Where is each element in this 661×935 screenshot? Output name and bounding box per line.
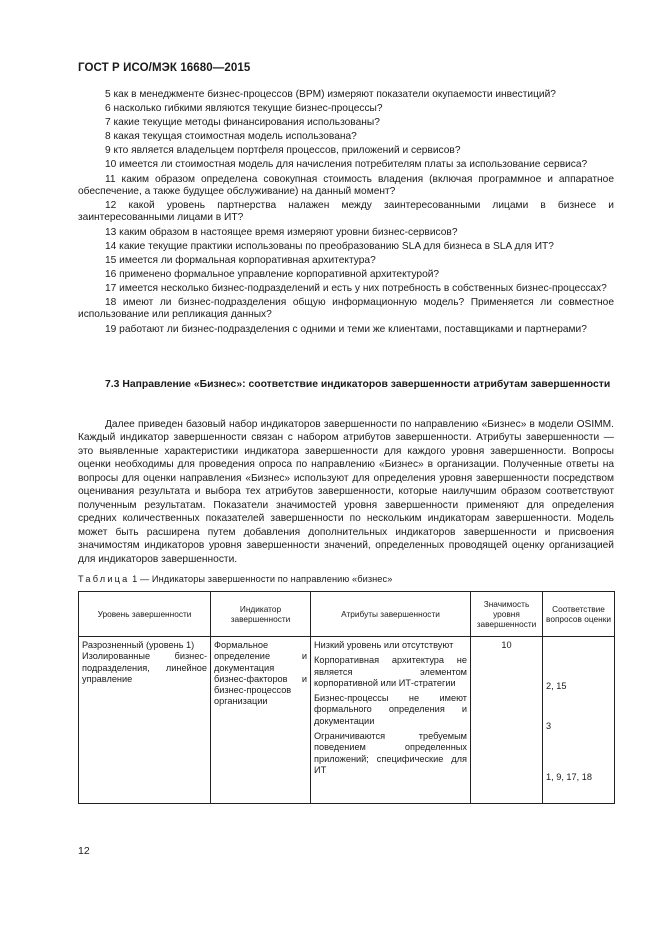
- question-ref: 3: [546, 721, 552, 731]
- question-item: 12 какой уровень партнерства налажен между заинтересованными лицами в бизнесе и заинтересованными лицами в ИТ?: [78, 200, 614, 224]
- question-item: 9 кто является владельцем портфеля процессов, приложений и сервисов?: [105, 145, 461, 157]
- question-item: 19 работают ли бизнес-подразделения с одними и теми же клиентами, поставщиками и партнерами?: [105, 323, 587, 335]
- question-item: 15 имеется ли формальная корпоративная архитектура?: [105, 254, 376, 266]
- question-item: 7 какие текущие методы финансирования использованы?: [105, 117, 380, 129]
- question-item: 16 применено формальное управление корпоративной архитектурой?: [105, 268, 440, 280]
- maturity-indicators-table: [78, 591, 615, 804]
- attribute-item: Ограничиваются требуемым поведением определенных приложений; специфические для ИТ: [314, 731, 467, 775]
- question-item: 13 каким образом в настоящее время измеряют уровни бизнес-сервисов?: [105, 226, 458, 238]
- question-item: 6 насколько гибкими являются текущие бизнес-процессы?: [105, 103, 383, 115]
- cell-maturity-level: [79, 637, 211, 804]
- question-item: 14 какие текущие практики использованы по преобразованию SLA для бизнеса в SLA для ИТ?: [105, 240, 554, 252]
- attribute-item: Корпоративная архитектура не является элементом корпоративной или ИТ-стратегии: [314, 655, 467, 688]
- table-row: [79, 637, 615, 804]
- question-item: 17 имеется несколько бизнес-подразделений и есть у них потребность в собственных бизнес-процессах?: [105, 282, 607, 294]
- assessment-questions-list: [78, 89, 614, 338]
- question-item: 8 какая текущая стоимостная модель использована?: [105, 131, 357, 143]
- question-item: 18 имеют ли бизнес-подразделения общую информационную модель? Применяется ли совместное использование или репликация данных?: [78, 297, 614, 321]
- section-paragraph: Далее приведен базовый набор индикаторов завершенности по направлению «Бизнес» в модели OSIMM. Каждый индикатор завершенности связан с набором атрибутов завершенности. Атрибуты завершенности — это выявленные характеристики индикатора завершенности для каждого уровня завершенности. Вопросы оценки необходимы для проведения опроса по направлению «Бизнес» в организации. Полученные ответы на вопросы для оценки направления «Бизнес» используют для определения уровня завершенности посредством оценивания результата и выбора тех атрибутов завершенности, которые наилучшим образом соответствуют полученным результатам. Показатели значимостей уровня завершенности применяют для определения средних количественных показателей завершенности по нескольким индикаторам завершенности. Модель может быть расширена путем добавления дополнительных индикаторов завершенности и присвоения значимостям индикаторов уровня завершенности значений, определенных проводящей оценку организацией для индикаторов завершенности.: [78, 419, 614, 565]
- question-ref: 1, 9, 17, 18: [546, 772, 592, 782]
- header-maturity-attributes: Атрибуты завершенности: [311, 592, 471, 637]
- question-ref: 2, 15: [546, 681, 567, 691]
- table-caption-label: Таблица: [78, 574, 130, 584]
- question-refs: [546, 640, 611, 790]
- attribute-item: Низкий уровень или отсутствуют: [314, 640, 454, 650]
- attribute-item: Бизнес-процессы не имеют формального определения и документации: [314, 693, 467, 726]
- document-header: ГОСТ Р ИСО/МЭК 16680—2015: [78, 62, 251, 74]
- weight-value: 10: [501, 640, 512, 650]
- header-maturity-indicator: Индикатор завершенности: [211, 592, 311, 637]
- table-caption-text: 1 — Индикаторы завершенности по направлению «бизнес»: [129, 574, 393, 584]
- header-level-weight: Значимость уровня завершенности: [471, 592, 543, 637]
- question-item: 11 каким образом определена совокупная стоимость владения (включая программное и аппаратное обеспечение, а также будущее обслуживание) на данный момент?: [78, 173, 614, 197]
- cell-maturity-attributes: [311, 637, 471, 804]
- table-caption: [78, 574, 392, 584]
- cell-level-weight: [471, 637, 543, 804]
- question-item: 10 имеется ли стоимостная модель для начисления потребителям платы за использование сервиса?: [105, 159, 588, 171]
- header-maturity-level: Уровень завершенности: [79, 592, 211, 637]
- section-heading: 7.3 Направление «Бизнес»: соответствие индикаторов завершенности атрибутам завершенности: [105, 379, 611, 390]
- indicator-text: Формальное определение и документация бизнес-факторов и бизнес-процессов организации: [214, 640, 307, 707]
- cell-maturity-indicator: [211, 637, 311, 804]
- table-header-row: [79, 592, 615, 637]
- question-item: 5 как в менеджменте бизнес-процессов (BPM) измеряют показатели окупаемости инвестиций?: [105, 89, 556, 100]
- level-description: Изолированные бизнес-подразделения, линейное управление: [82, 651, 207, 684]
- page-number: 12: [78, 845, 90, 857]
- level-name: Разрозненный (уровень 1): [82, 640, 195, 650]
- cell-question-mapping: [543, 637, 615, 804]
- header-question-mapping: Соответствие вопросов оценки: [543, 592, 615, 637]
